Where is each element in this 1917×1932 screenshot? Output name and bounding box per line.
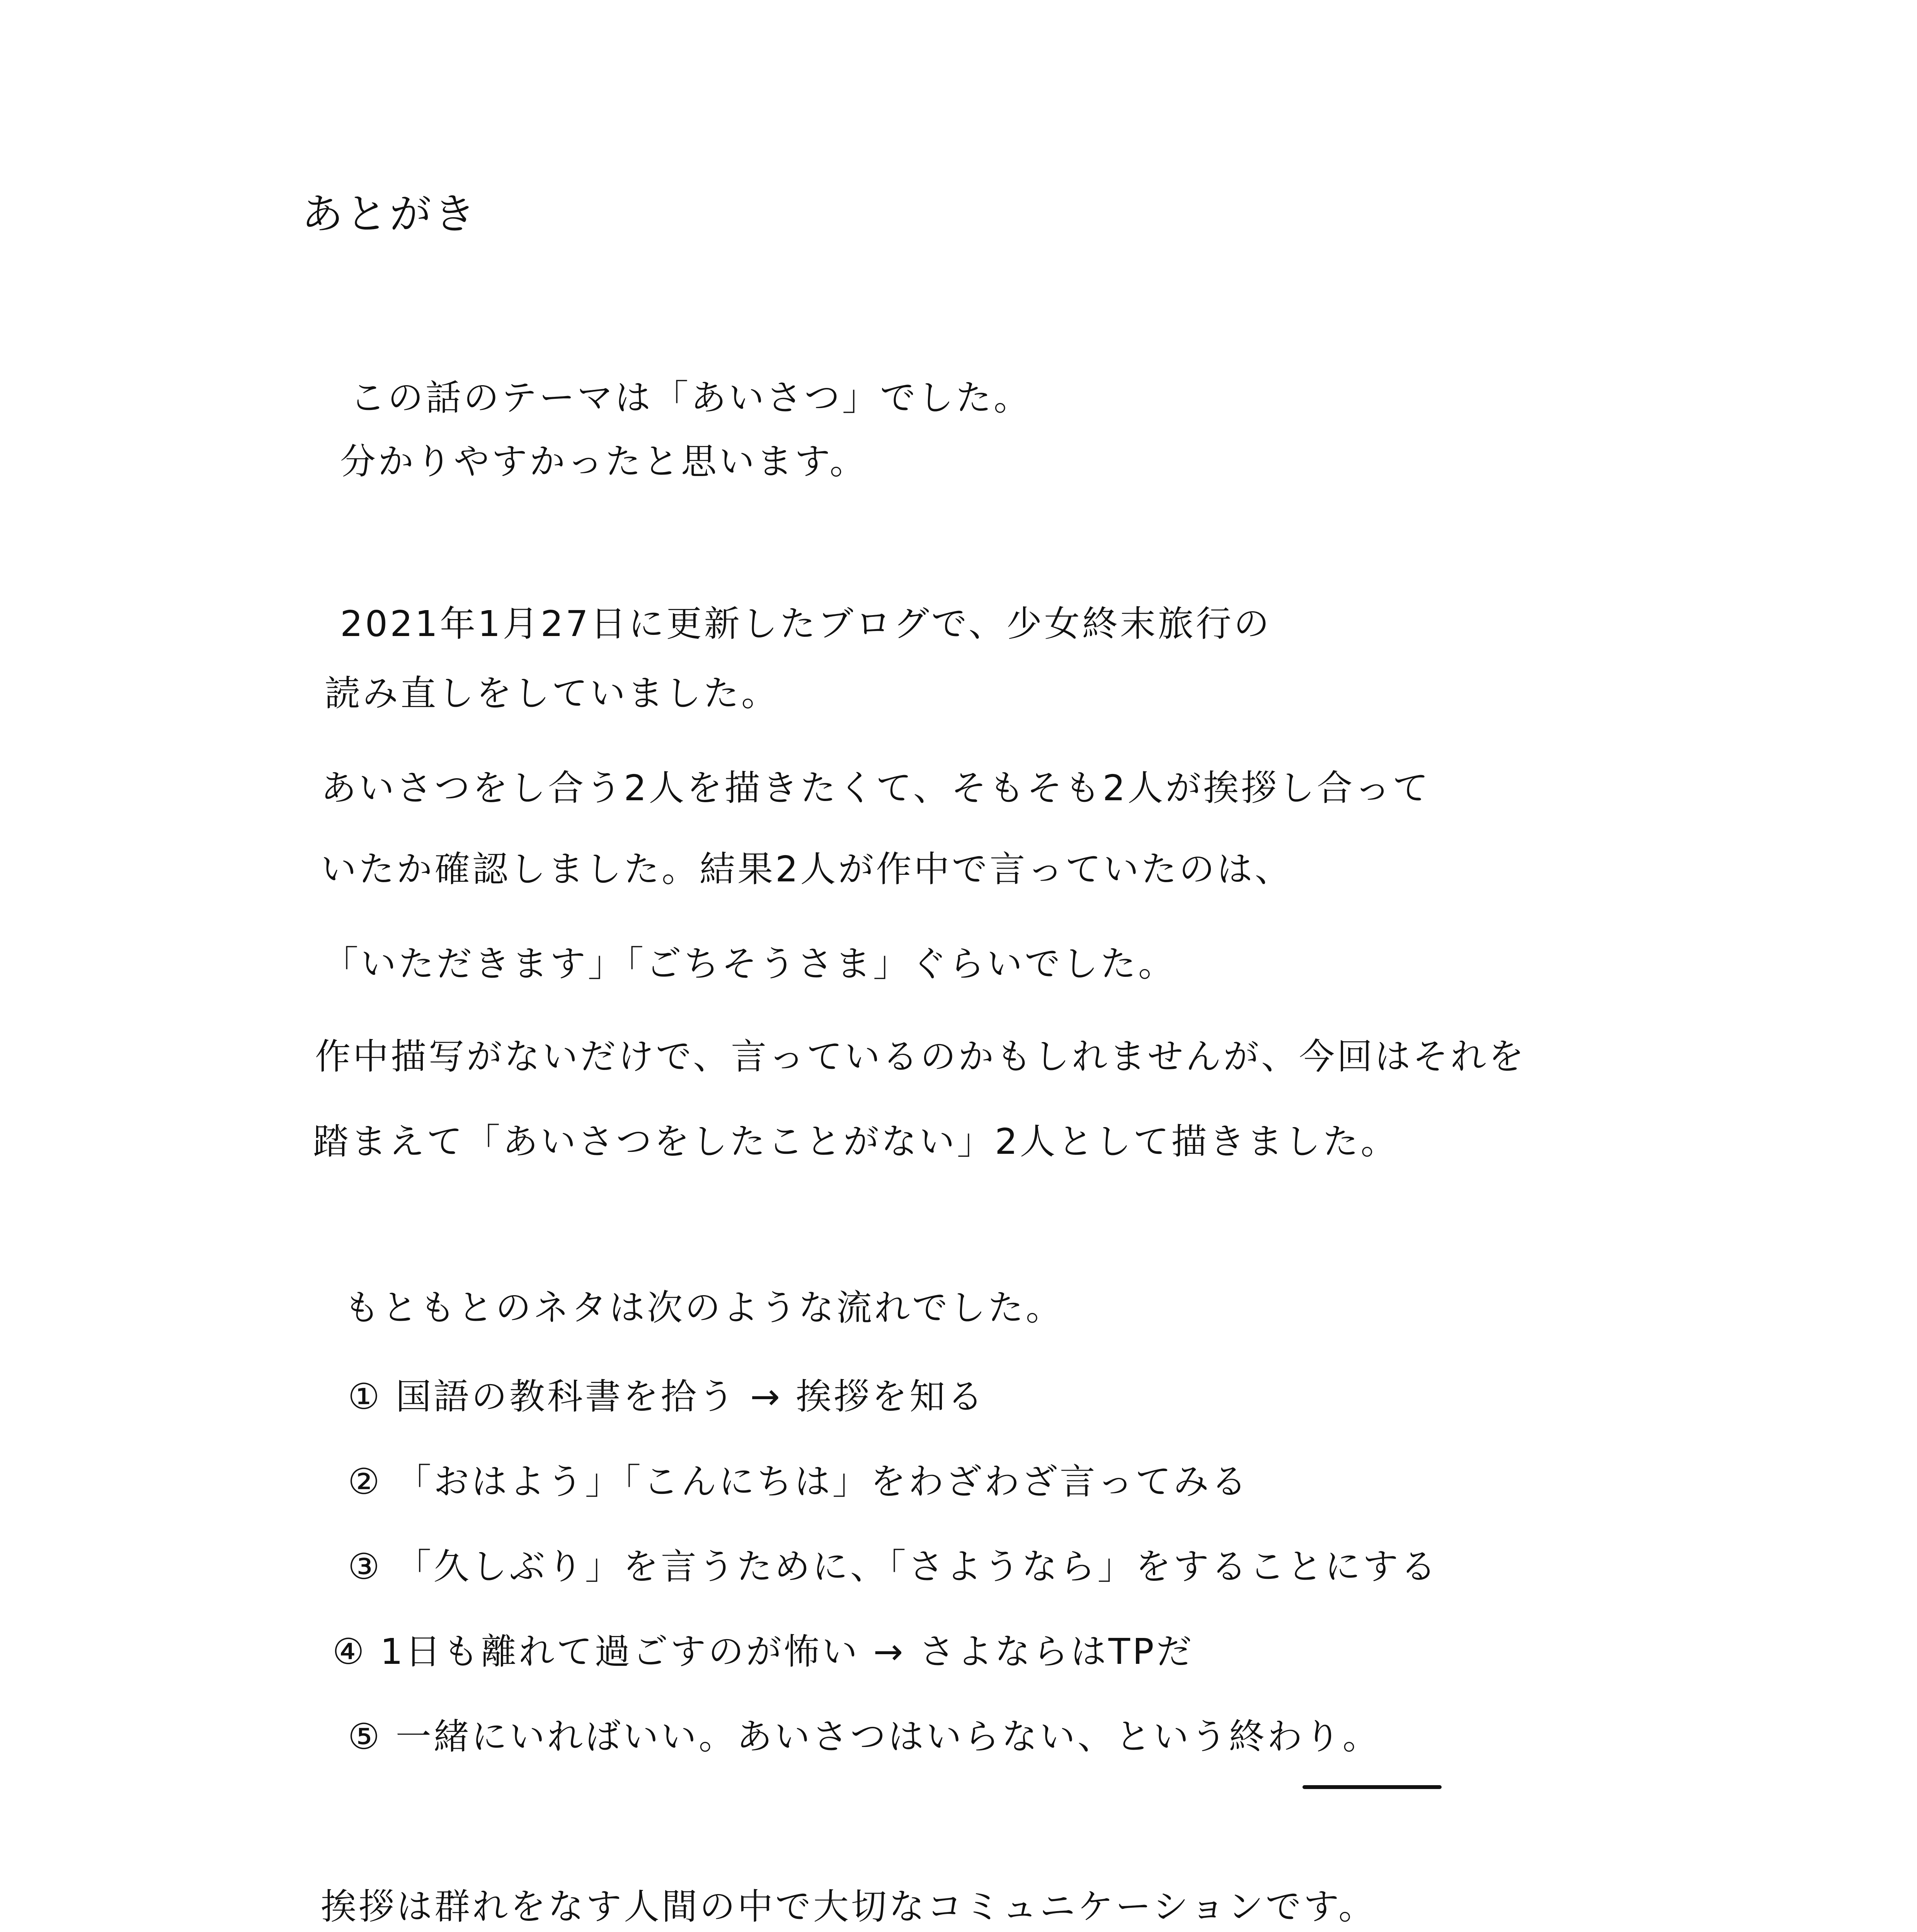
text-line-p2-6: 作中描写がないだけで、言っているのかもしれませんが、今回はそれを bbox=[315, 1036, 1527, 1077]
text-line-p3-intro: もともとのネタは次のような流れでした。 bbox=[344, 1287, 1064, 1328]
text-line-p1-2: 分かりやすかったと思います。 bbox=[340, 441, 868, 482]
text-line-p2-2: 読み直しをしていました。 bbox=[325, 673, 780, 714]
text-line-p2-3: あいさつをし合う2人を描きたくて、そもそも2人が挨拶し合って bbox=[321, 767, 1431, 809]
list-item-3: ③ 「久しぶり」を言うために、「さようなら」をすることにする bbox=[348, 1546, 1439, 1587]
list-item-2: ② 「おはよう」「こんにちは」をわざわざ言ってみる bbox=[348, 1461, 1249, 1502]
text-line-p4-1: 挨拶は群れをなす人間の中で大切なコミュニケーションです。 bbox=[321, 1886, 1377, 1927]
text-line-p2-5: 「いただきます」「ごちそうさま」ぐらいでした。 bbox=[323, 943, 1176, 985]
list-item-4: ④ 1日も離れて過ごすのが怖い → さよならはTPだ bbox=[332, 1631, 1194, 1672]
text-line-p2-4: いたか確認しました。結果2人が作中で言っていたのは、 bbox=[321, 849, 1293, 890]
list-item-1: ① 国語の教科書を拾う → 挨拶を知る bbox=[348, 1376, 986, 1417]
text-line-p2-7: 踏まえて「あいさつをしたことがない」2人として描きました。 bbox=[313, 1121, 1399, 1162]
list-item-5: ⑤ 一緒にいればいい。あいさつはいらない、という終わり。 bbox=[348, 1716, 1381, 1757]
text-line-p2-1: 2021年1月27日に更新したブログで、少女終末旅行の bbox=[340, 603, 1272, 645]
text-line-p1-1: この話のテーマは「あいさつ」でした。 bbox=[350, 377, 1032, 418]
page-title: あとがき bbox=[301, 190, 478, 238]
underline-mark bbox=[1302, 1785, 1442, 1789]
